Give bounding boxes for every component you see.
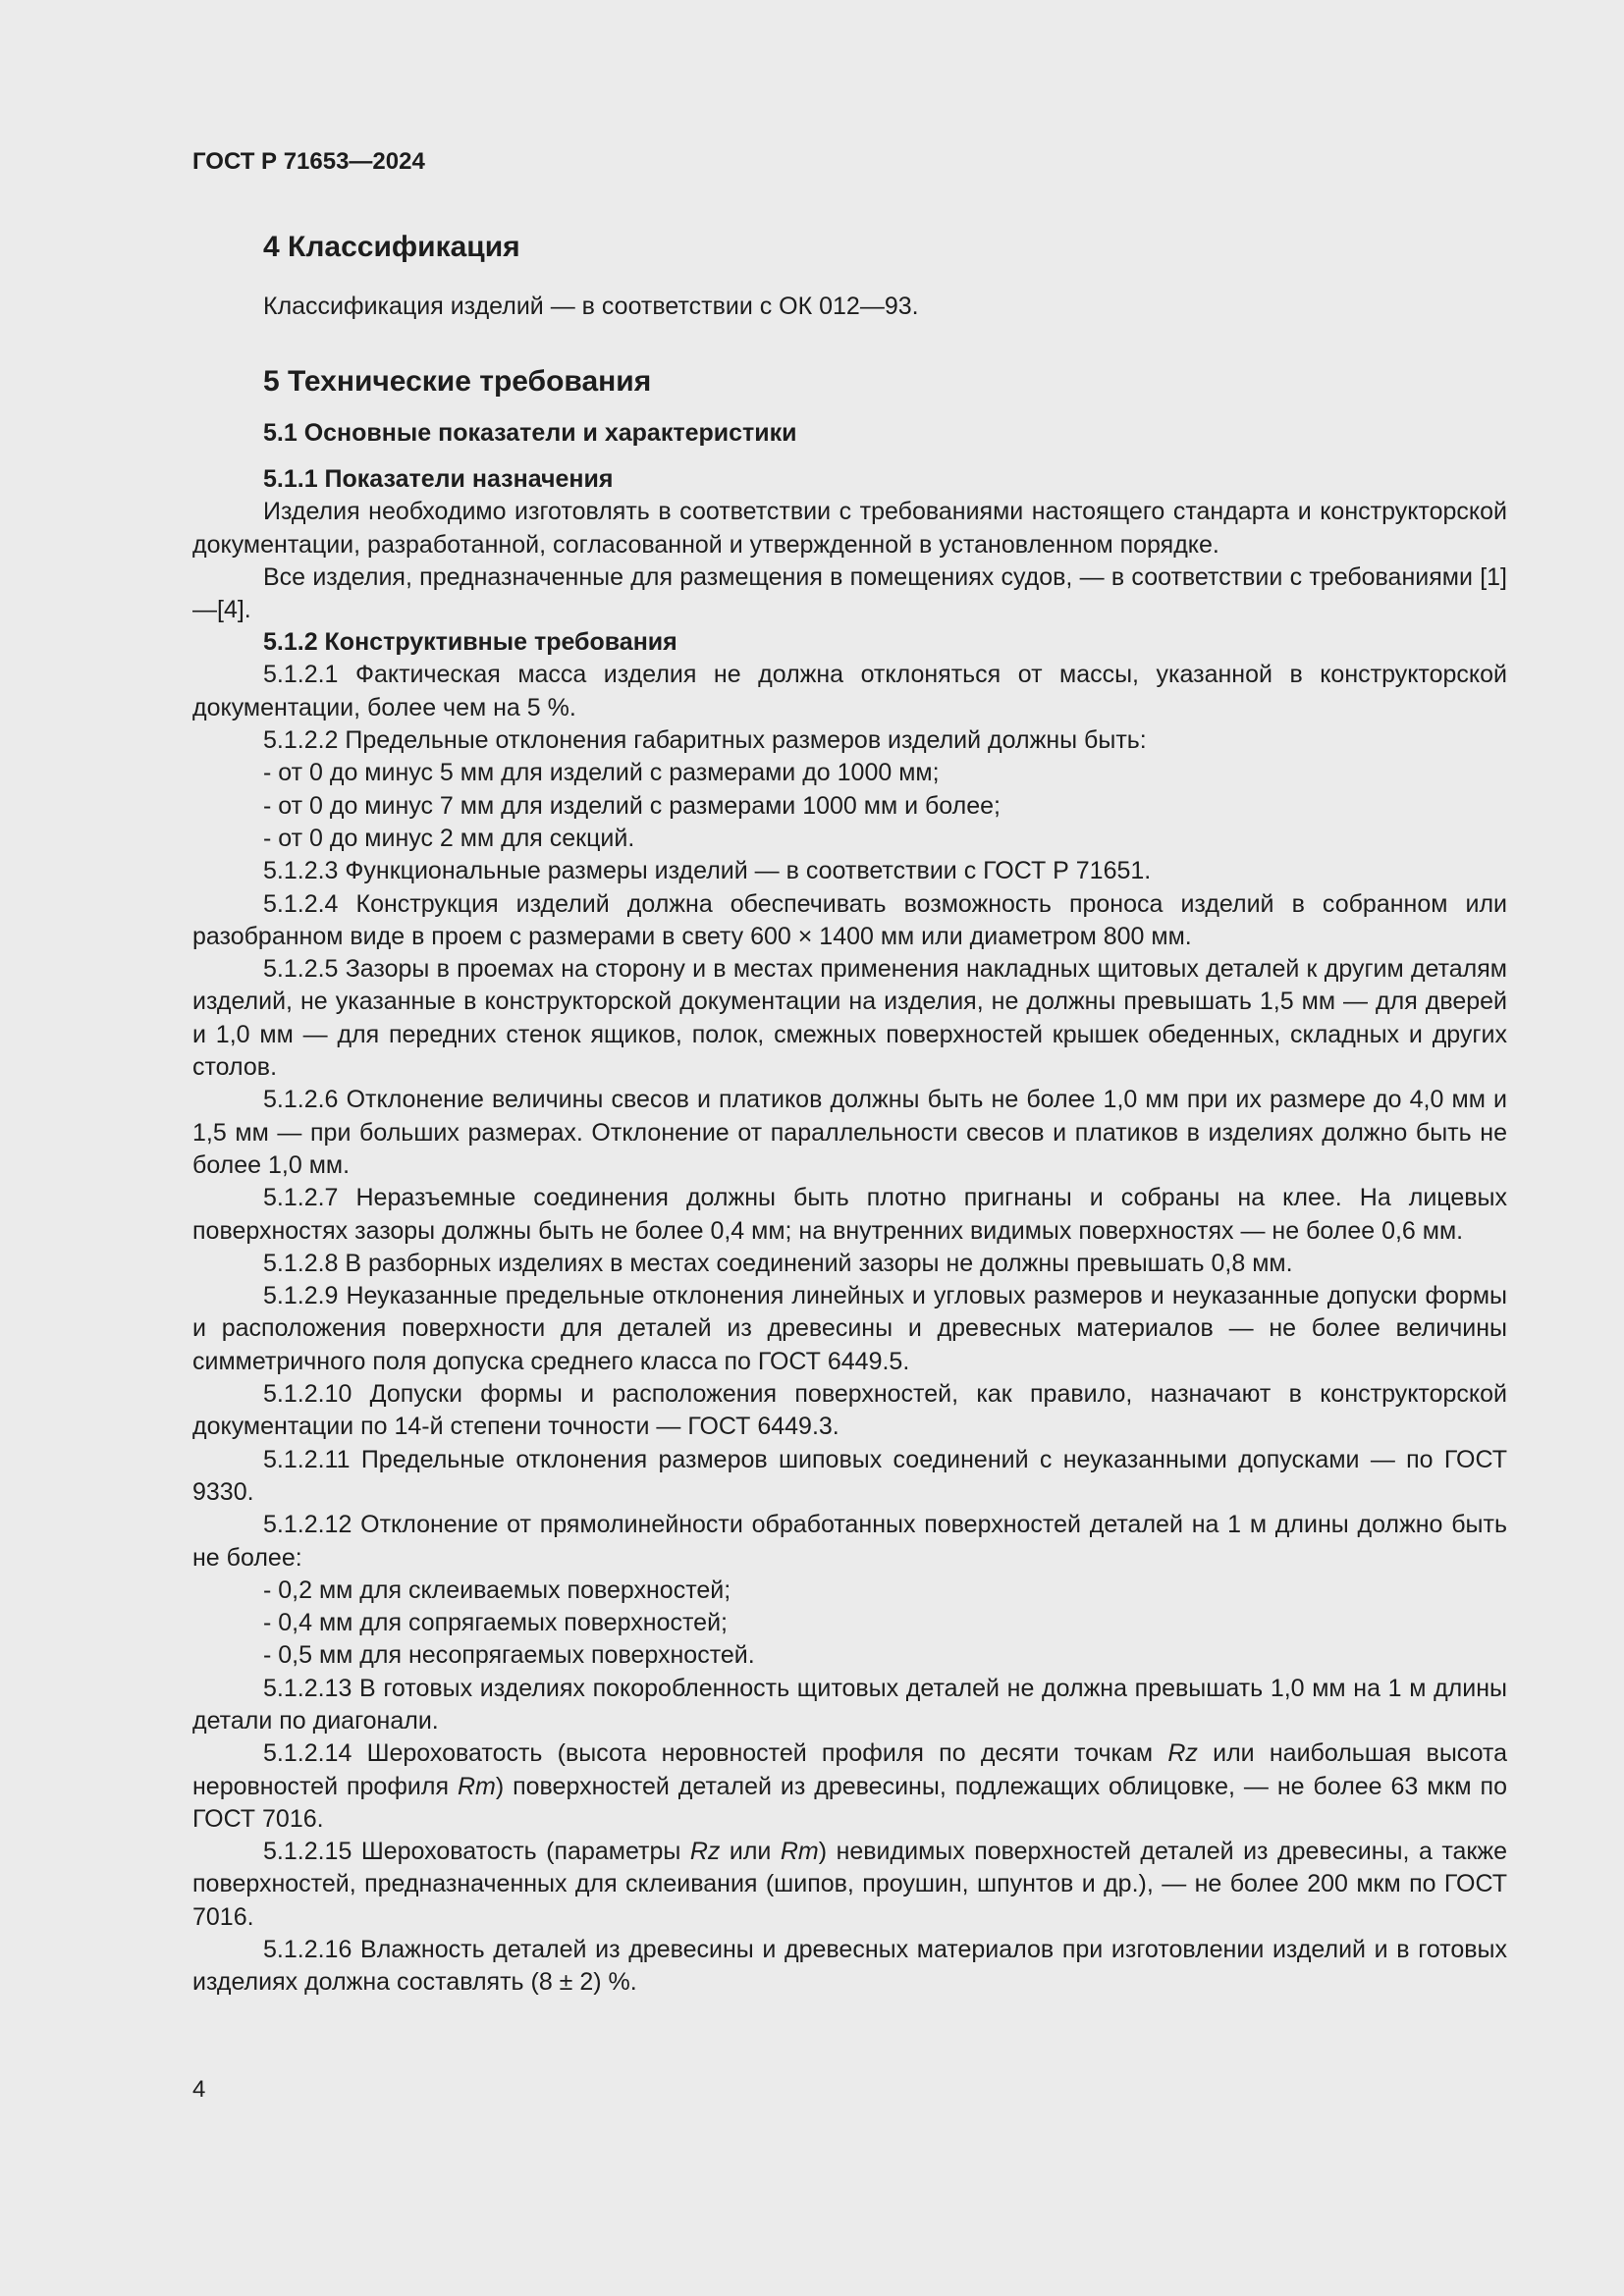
paragraph: 5.1.2.16 Влажность деталей из древесины и древесных материалов при изготовлении изделий и в готовых изделиях должна составлять (8 ± 2) %. [192, 1936, 1507, 1997]
list-item: - 0,4 мм для сопрягаемых поверхностей; [263, 1609, 728, 1637]
text-run: 5.1.2.14 Шероховатость (высота неровностей профиля по десяти точкам [263, 1739, 1168, 1768]
document-code: ГОСТ Р 71653—2024 [192, 148, 425, 175]
text-run: или наибольшая высота неровностей профиля [192, 1739, 1507, 1800]
page-number: 4 [192, 2076, 206, 2103]
page-content [192, 226, 1507, 2000]
list-item: - от 0 до минус 2 мм для секций. [263, 824, 635, 852]
text-run: ) невидимых поверхностей деталей из древесины, а также поверхностей, предназначенных для склеивания (шипов, проушин, шпунтов и др.), — не более 200 мкм по ГОСТ 7016. [192, 1838, 1507, 1931]
section-5-1-2-title: 5.1.2 Конструктивные требования [263, 628, 677, 657]
list-item: - от 0 до минус 7 мм для изделий с размерами 1000 мм и более; [263, 791, 1001, 820]
paragraph: 5.1.2.6 Отклонение величины свесов и платиков должны быть не более 1,0 мм при их размере до 4,0 мм и 1,5 мм — при больших размерах. Отклонение от параллельности свесов и платиков в изделиях должно быть не более 1,0 мм. [192, 1086, 1507, 1179]
symbol-rm: Rm [780, 1838, 819, 1866]
section-5-1-1-title: 5.1.1 Показатели назначения [263, 465, 614, 494]
text-run: 5.1.2.15 Шероховатость (параметры [263, 1838, 690, 1866]
section-4-title: 4 Классификация [263, 231, 520, 263]
symbol-rm: Rm [457, 1772, 496, 1800]
paragraph: Все изделия, предназначенные для размещения в помещениях судов, — в соответствии с требованиями [1]—[4]. [192, 562, 1507, 624]
paragraph: 5.1.2.8 В разборных изделиях в местах соединений зазоры не должны превышать 0,8 мм. [263, 1249, 1293, 1277]
paragraph: Классификация изделий — в соответствии с ОК 012—93. [263, 293, 919, 320]
paragraph: 5.1.2.13 В готовых изделиях покоробленность щитовых деталей не должна превышать 1,0 мм на 1 м длины детали по диагонали. [192, 1674, 1507, 1735]
paragraph: 5.1.2.5 Зазоры в проемах на сторону и в местах применения накладных щитовых деталей к другим деталям изделий, не указанные в конструкторской документации на изделия, не должны превышать 1,5 мм — для дверей и 1,0 мм — для передних стенок ящиков, полок, смежных поверхностей крышек обеденных, складных и других столов. [192, 955, 1507, 1082]
paragraph: 5.1.2.1 Фактическая масса изделия не должна отклоняться от массы, указанной в конструкторской документации, более чем на 5 %. [192, 661, 1507, 721]
symbol-rz: Rz [689, 1838, 721, 1866]
text-run: ) поверхностей деталей из древесины, подлежащих облицовке, — не более 63 мкм по ГОСТ 7016. [192, 1772, 1507, 1833]
paragraph [192, 1836, 1507, 1934]
paragraph: 5.1.2.4 Конструкция изделий должна обеспечивать возможность проноса изделий в собранном или разобранном виде в проем с размерами в свету 600 × 1400 мм или диаметром 800 мм. [192, 889, 1507, 950]
text-run: или [720, 1838, 781, 1866]
paragraph: 5.1.2.10 Допуски формы и расположения поверхностей, как правило, назначают в конструкторской документации по 14-й степени точности — ГОСТ 6449.3. [192, 1380, 1507, 1441]
paragraph: 5.1.2.2 Предельные отклонения габаритных размеров изделий должны быть: [263, 726, 1147, 755]
list-item: - 0,2 мм для склеиваемых поверхностей; [263, 1575, 731, 1604]
paragraph: 5.1.2.3 Функциональные размеры изделий — в соответствии с ГОСТ Р 71651. [263, 857, 1152, 885]
section-5-1-title: 5.1 Основные показатели и характеристики [263, 419, 797, 448]
paragraph: 5.1.2.7 Неразъемные соединения должны быть плотно пригнаны и собраны на клее. На лицевых поверхностях зазоры должны быть не более 0,4 мм; на внутренних видимых поверхностях — не более 0,6 мм. [192, 1184, 1507, 1245]
paragraph: Изделия необходимо изготовлять в соответствии с требованиями настоящего стандарта и конструкторской документации, разработанной, согласованной и утвержденной в установленном порядке. [192, 498, 1507, 559]
paragraph: 5.1.2.11 Предельные отклонения размеров шиповых соединений с неуказанными допусками — по ГОСТ 9330. [192, 1445, 1507, 1506]
paragraph [192, 1737, 1507, 1836]
list-item: - от 0 до минус 5 мм для изделий с размерами до 1000 мм; [263, 759, 940, 787]
section-5-title: 5 Технические требования [263, 365, 652, 399]
symbol-rz: Rz [1167, 1739, 1198, 1768]
list-item: - 0,5 мм для несопрягаемых поверхностей. [263, 1641, 755, 1670]
paragraph: 5.1.2.12 Отклонение от прямолинейности обработанных поверхностей деталей на 1 м длины должно быть не более: [192, 1511, 1507, 1572]
paragraph: 5.1.2.9 Неуказанные предельные отклонения линейных и угловых размеров и неуказанные допуски формы и расположения поверхности для деталей из древесины и древесных материалов — не более величины симметричного поля допуска среднего класса по ГОСТ 6449.5. [192, 1282, 1507, 1375]
